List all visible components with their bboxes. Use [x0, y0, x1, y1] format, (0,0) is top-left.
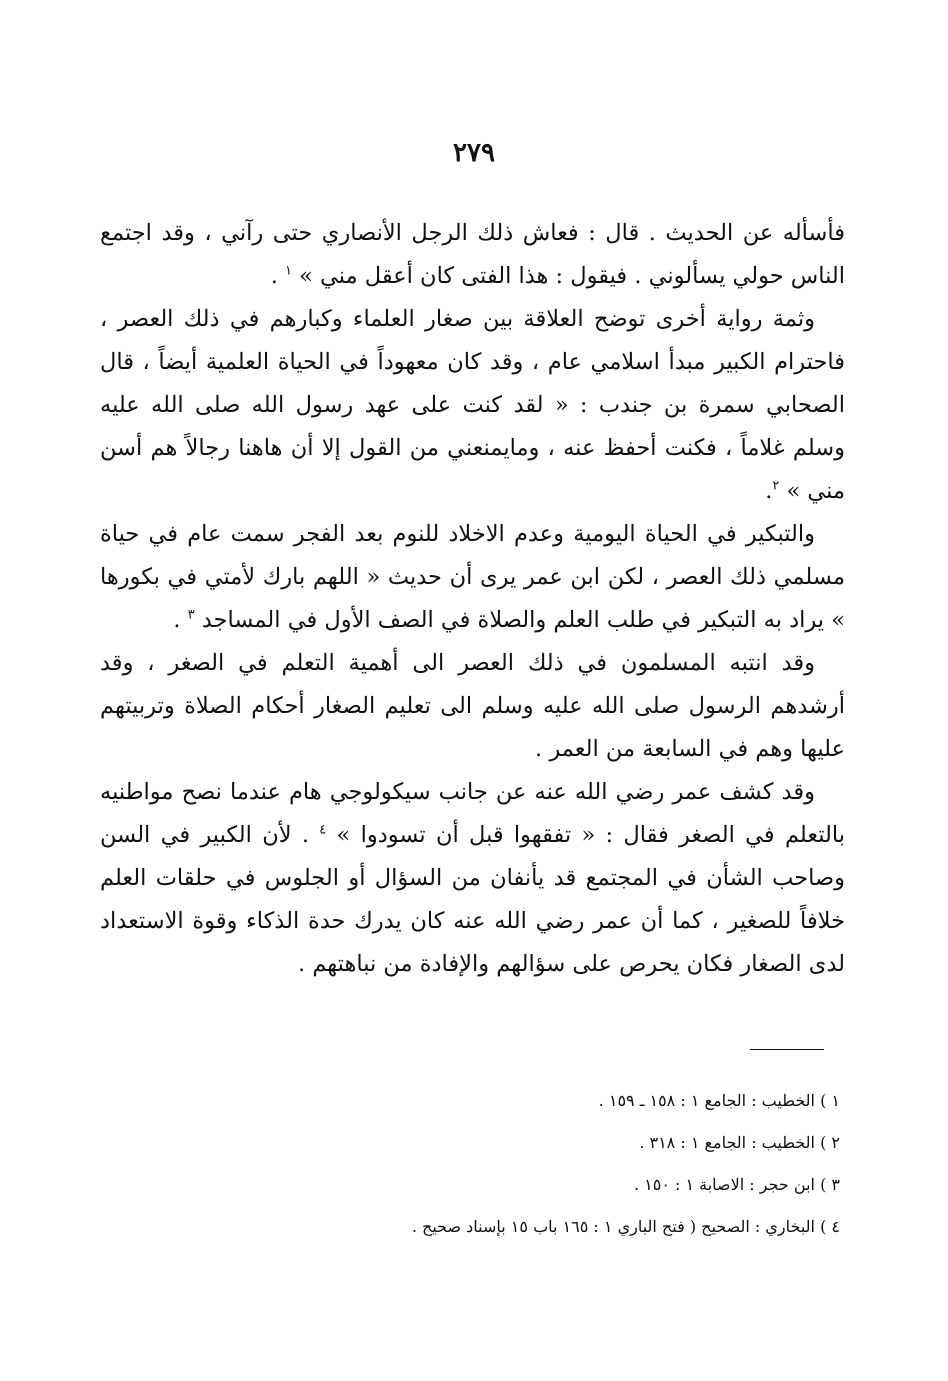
paragraph-text: والتبكير في الحياة اليومية وعدم الاخلاد للنوم بعد الفجر سمت عام في حياة مسلمي ذلك العصر ، لكن ابن عمر يرى أن حديث « اللهم بارك لأمتي في بكورها » يراد به التبكير في طلب العلم والصلاة في الصف الأول في المساجد	[100, 521, 845, 633]
paragraph-3	[100, 513, 845, 642]
paragraph-text: وثمة رواية أخرى توضح العلاقة بين صغار العلماء وكبارهم في ذلك العصر ، فاحترام الكبير مبدأ اسلامي عام ، وقد كان معهوداً في الحياة العلمية أيضاً ، قال الصحابي سمرة بن جندب : « لقد كنت على عهد رسول الله صلى الله عليه وسلم غلاماً ، فكنت أحفظ عنه ، ومايمنعني من القول إلا أن هاهنا رجالاً هم أسن مني »	[100, 306, 845, 504]
page-number: ٢٧٩	[453, 138, 495, 168]
paragraph-tail: .	[270, 263, 285, 289]
footnote-ref: ٣	[187, 607, 195, 623]
footnote-2: ٢ ) الخطيب : الجامع ١ : ٣١٨ .	[639, 1133, 840, 1152]
footnote-ref: ٤	[319, 822, 327, 838]
paragraph-tail: .	[765, 478, 773, 504]
footnote-divider	[750, 1049, 824, 1050]
footnotes	[300, 1080, 840, 1248]
paragraph-tail: .	[173, 607, 188, 633]
footnote-ref: ٢	[772, 478, 780, 494]
paragraph-2	[100, 298, 845, 513]
paragraph-text: وقد كشف عمر رضي الله عنه عن جانب سيكولوجي هام عندما نصح مواطنيه بالتعلم في الصغر فقال : « تفقهوا قبل أن تسودوا »	[100, 779, 845, 848]
paragraph-4	[100, 642, 845, 771]
footnote-3: ٣ ) ابن حجر : الاصابة ١ : ١٥٠ .	[633, 1175, 840, 1194]
paragraph-tail: . لأن الكبير في السن وصاحب الشأن في المجتمع قد يأنفان من السؤال أو الجلوس في حلقات العلم خلافاً للصغير ، كما أن عمر رضي الله عنه كان يدرك حدة الذكاء وقوة الاستعداد لدى الصغار فكان يحرص على سؤالهم والإفادة من نباهتهم .	[100, 822, 845, 977]
footnote-1: ١ ) الخطيب : الجامع ١ : ١٥٨ ـ ١٥٩ .	[598, 1091, 840, 1110]
footnote-4: ٤ ) البخاري : الصحيح ( فتح الباري ١ : ١٦٥ باب ١٥ بإسناد صحيح .	[411, 1217, 840, 1236]
paragraph-1	[100, 212, 845, 298]
footnote-ref: ١	[285, 263, 292, 279]
paragraph-text: وقد انتبه المسلمون في ذلك العصر الى أهمية التعلم في الصغر ، وقد أرشدهم الرسول صلى الله عليه وسلم الى تعليم الصغار أحكام الصلاة وتربيتهم عليها وهم في السابعة من العمر .	[100, 650, 845, 762]
paragraph-text: فأسأله عن الحديث . قال : فعاش ذلك الرجل الأنصاري حتى رآني ، وقد اجتمع الناس حولي يسألوني . فيقول : هذا الفتى كان أعقل مني »	[100, 220, 845, 289]
main-text	[100, 212, 845, 986]
paragraph-5	[100, 771, 845, 986]
